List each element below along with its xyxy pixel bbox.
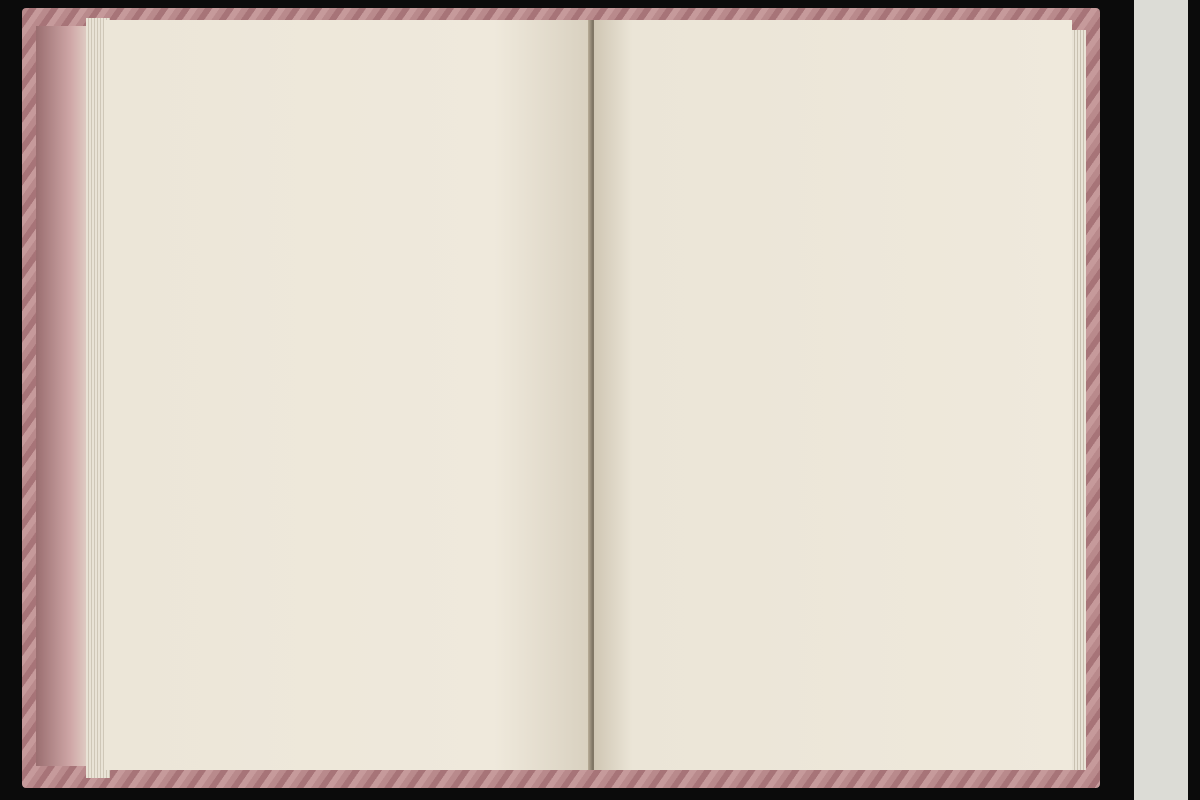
measuring-ruler: [1134, 0, 1188, 800]
right-page: [594, 20, 1072, 770]
left-page: [104, 20, 592, 770]
